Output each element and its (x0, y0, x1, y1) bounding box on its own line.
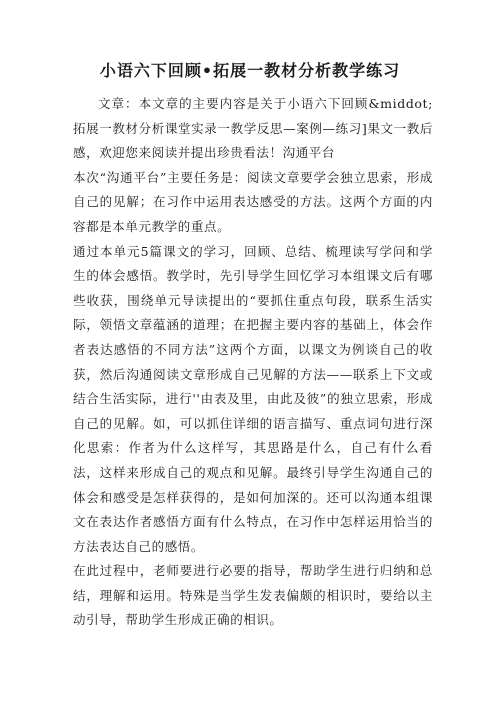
document-body (73, 92, 433, 633)
document-title: 小语六下回顾•拓展一教材分析教学练习 (99, 61, 401, 80)
intro-paragraph: 文章：本文章的主要内容是关于小语六下回顾&middot;拓展一教材分析课堂实录一教学反思—案例—练习]果文一教后感，欢迎您来阅读并提出珍贵看法！沟通平台 (73, 96, 433, 161)
method-paragraph: 通过本单元5篇课文的学习，回顾、总结、梳理读写学问和学生的体会感悟。教学时，先引导学生回忆学习本组课文后有哪些收获，围绕单元导读提出的“要抓住重点句段，联系生活实际，领悟文章蕴涵的道理；在把握主要内容的基础上，体会作者表达感悟的不同方法”这两个方面，以课文为例谈自己的收获，然后沟通阅读文章形成自己见解的方法——联系上下文或结合生活实际，进行''由表及里，由此及彼”的独立思索，形成自己的见解。如，可以抓住详细的语言描写、重点词句进行深化思索：作者为什么这样写，其思路是什么，自己有什么看法，这样来形成自己的观点和见解。最终引导学生沟通自己的体会和感受是怎样获得的，是如何加深的。还可以沟通本组课文在表达作者感悟方面有什么特点，在习作中怎样运用恰当的方法表达自己的感悟。 (73, 243, 433, 554)
guidance-paragraph: 在此过程中，老师要进行必要的指导，帮助学生进行归纳和总结，理解和运用。特殊是当学生发表偏颇的相识时，要给以主动引导，帮助学生形成正确的相识。 (73, 563, 433, 628)
task-paragraph: 本次“沟通平台”主要任务是：阅读文章要学会独立思索，形成自己的见解；在习作中运用表达感受的方法。这两个方面的内容都是本单元教学的重点。 (73, 169, 433, 234)
